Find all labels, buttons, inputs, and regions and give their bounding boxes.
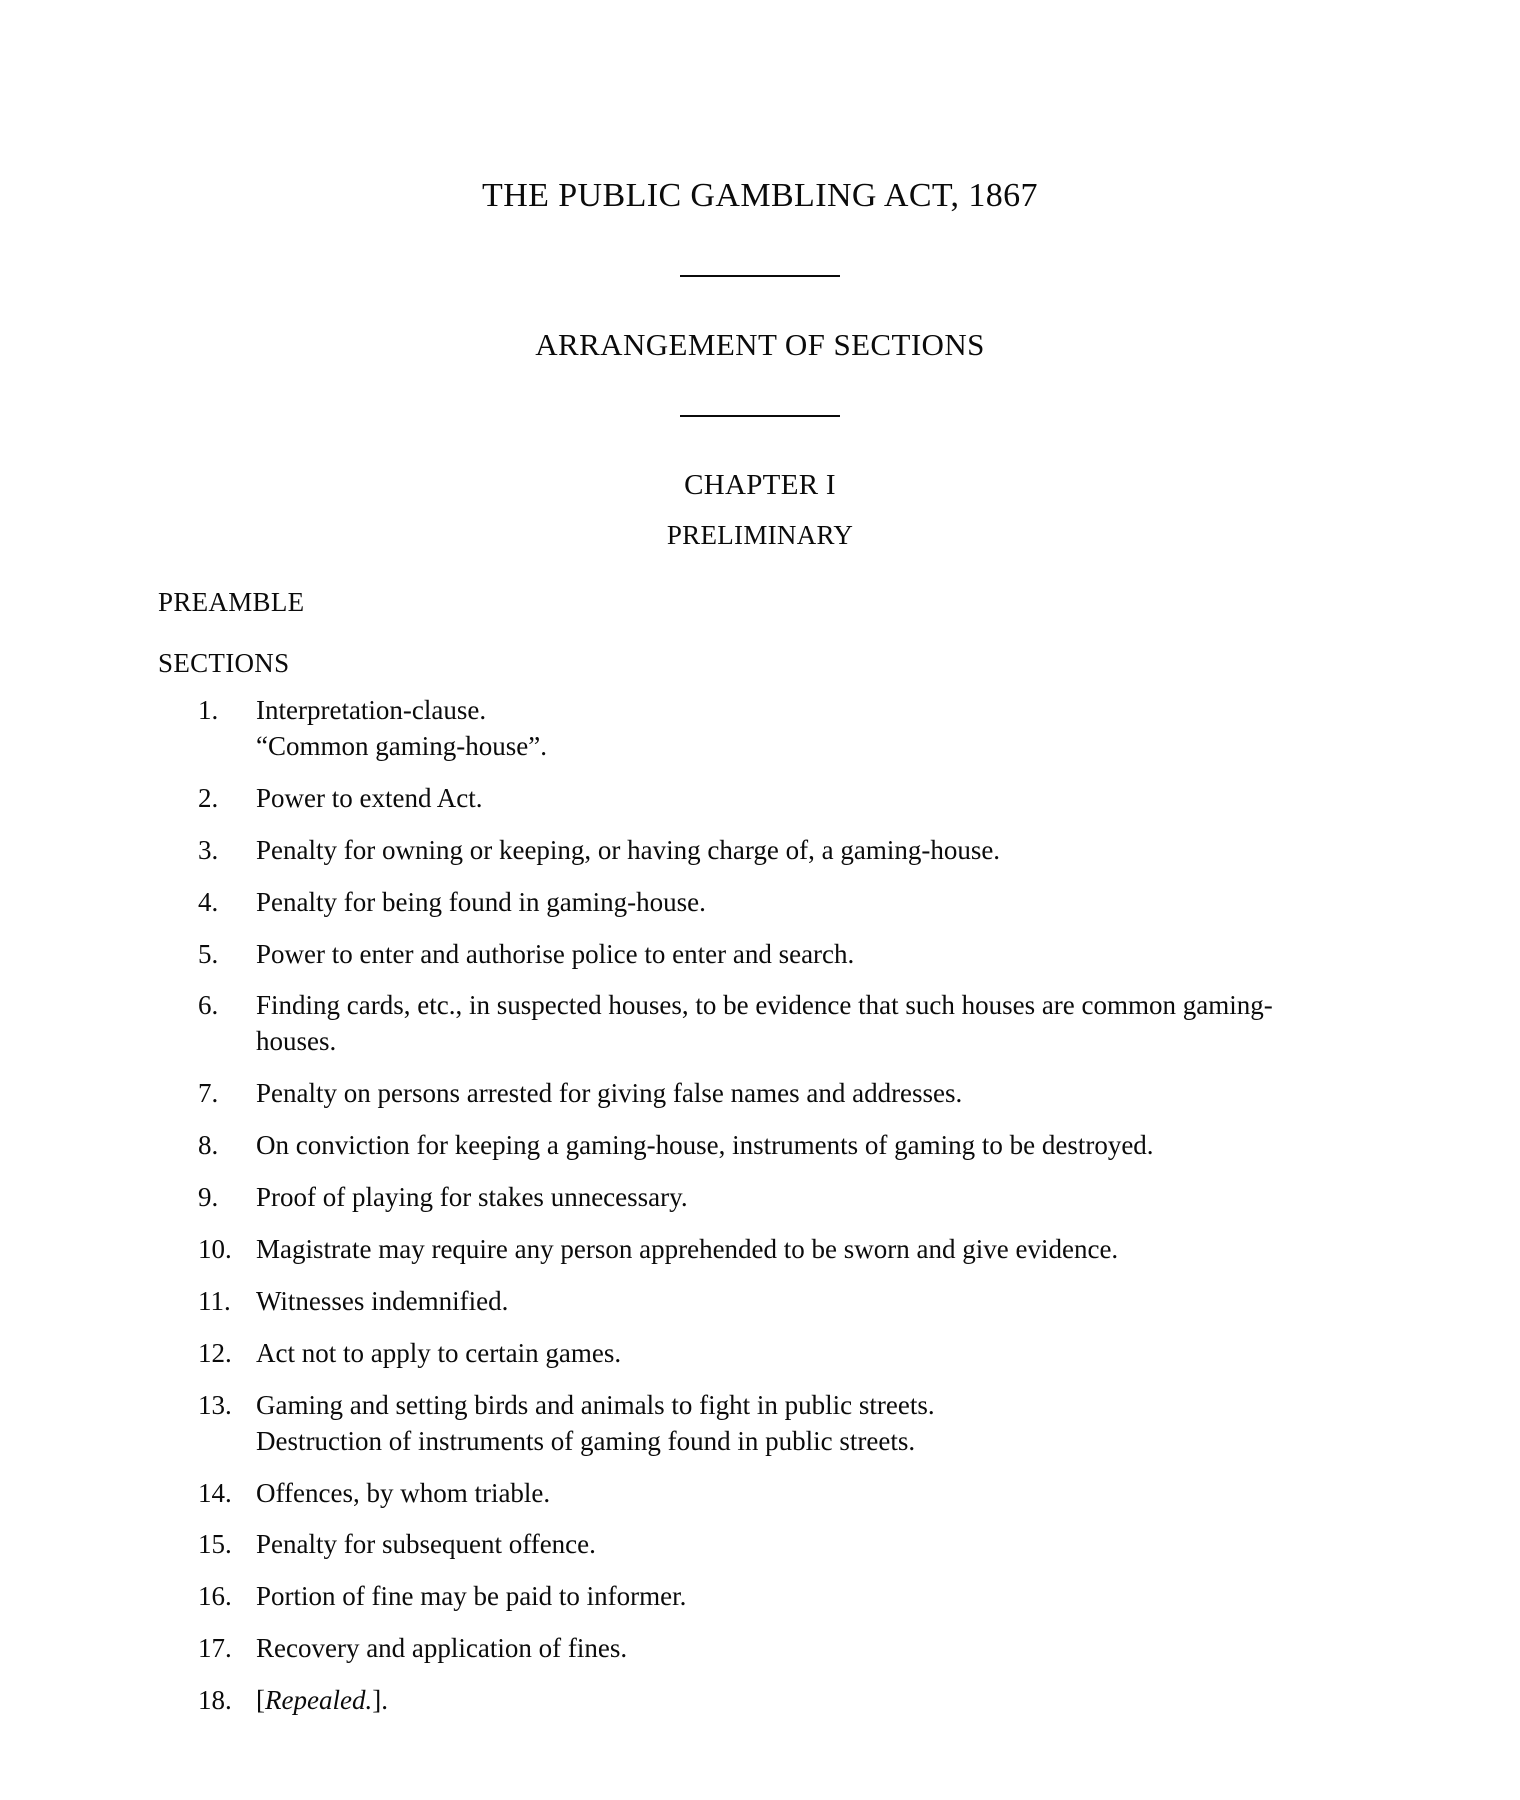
section-number: 1.	[198, 695, 219, 725]
divider-rule-bottom	[680, 415, 840, 417]
section-text-line: Penalty for owning or keeping, or having charge of, a gaming-house.	[256, 834, 1001, 865]
section-text-line: “Common gaming-house”.	[256, 730, 547, 761]
section-number: 4.	[198, 886, 219, 917]
list-item	[0, 1579, 1520, 1615]
divider-rule-top	[680, 275, 840, 277]
section-number: 10.	[198, 1233, 232, 1264]
divider-top-wrap	[0, 215, 1520, 277]
section-number: 6.	[198, 990, 219, 1021]
list-item	[0, 937, 1520, 973]
repealed-emphasis: Repealed.	[265, 1685, 373, 1716]
section-text	[256, 1683, 1350, 1719]
section-number: 18.	[198, 1685, 232, 1716]
chapter-subheading: PRELIMINARY	[666, 520, 854, 550]
section-text-line: Magistrate may require any person apprehended to be sworn and give evidence.	[256, 1233, 1119, 1264]
section-text-line: Proof of playing for stakes unnecessary.	[256, 1182, 688, 1213]
list-item	[0, 1128, 1520, 1164]
list-item	[0, 781, 1520, 817]
list-item	[0, 693, 1520, 765]
section-number: 2.	[198, 782, 219, 813]
list-item	[0, 1476, 1520, 1512]
section-text	[256, 1180, 1350, 1216]
section-text-line: Interpretation-clause.	[256, 695, 487, 725]
section-text-line: Penalty on persons arrested for giving false names and addresses.	[256, 1078, 963, 1109]
list-item	[0, 1336, 1520, 1372]
section-text-line: Penalty for subsequent offence.	[256, 1529, 596, 1560]
list-item	[0, 1683, 1520, 1719]
section-number: 11.	[198, 1285, 231, 1316]
section-text	[256, 1232, 1350, 1268]
section-text-line: Destruction of instruments of gaming found in public streets.	[256, 1425, 916, 1456]
section-text-line: Power to enter and authorise police to enter and search.	[256, 938, 855, 969]
section-text-line: Penalty for being found in gaming-house.	[256, 886, 706, 917]
sections-label-wrap	[0, 618, 1520, 679]
section-text-line: Act not to apply to certain games.	[256, 1337, 622, 1368]
list-item	[0, 1232, 1520, 1268]
section-text-line: Gaming and setting birds and animals to fight in public streets.	[256, 1389, 935, 1420]
preamble-label: PREAMBLE	[158, 587, 305, 617]
section-number: 9.	[198, 1182, 219, 1213]
section-number: 8.	[198, 1130, 219, 1161]
list-item	[0, 988, 1520, 1060]
list-item	[0, 1388, 1520, 1460]
divider-bottom-wrap	[0, 363, 1520, 417]
chapter-heading: CHAPTER I	[684, 469, 836, 501]
section-text	[256, 1579, 1350, 1615]
section-text	[256, 885, 1350, 921]
list-item	[0, 1076, 1520, 1112]
arrangement-of-sections-heading: ARRANGEMENT OF SECTIONS	[535, 327, 985, 362]
list-item	[0, 1631, 1520, 1667]
section-number: 14.	[198, 1477, 232, 1508]
section-text-line: On conviction for keeping a gaming-house, instruments of gaming to be destroyed.	[256, 1130, 1154, 1161]
section-text	[256, 693, 1350, 765]
sections-label: SECTIONS	[158, 648, 290, 678]
section-text	[256, 988, 1350, 1060]
section-number: 12.	[198, 1337, 232, 1368]
section-text	[256, 833, 1350, 869]
section-text-line: [Repealed.].	[256, 1685, 388, 1716]
section-number: 7.	[198, 1078, 219, 1109]
section-text	[256, 781, 1350, 817]
section-text-line: Offences, by whom triable.	[256, 1477, 551, 1508]
list-item	[0, 885, 1520, 921]
section-text	[256, 1527, 1350, 1563]
list-item	[0, 1284, 1520, 1320]
page-title: THE PUBLIC GAMBLING ACT, 1867	[482, 177, 1038, 214]
section-text	[256, 1076, 1350, 1112]
section-text-line: Power to extend Act.	[256, 782, 483, 813]
section-number: 17.	[198, 1633, 232, 1664]
section-number: 3.	[198, 834, 219, 865]
sections-list	[0, 679, 1520, 1719]
section-text	[256, 1476, 1350, 1512]
chapter-subheading-wrap	[0, 502, 1520, 551]
section-text-line: Recovery and application of fines.	[256, 1633, 628, 1664]
section-text	[256, 1631, 1350, 1667]
section-number: 5.	[198, 938, 219, 969]
section-text	[256, 937, 1350, 973]
section-number: 13.	[198, 1389, 232, 1420]
section-text-line: Witnesses indemnified.	[256, 1285, 509, 1316]
list-item	[0, 1180, 1520, 1216]
section-number: 16.	[198, 1581, 232, 1612]
preamble-label-wrap	[0, 551, 1520, 618]
section-text-line: Finding cards, etc., in suspected houses, to be evidence that such houses are common gaming-houses.	[256, 990, 1273, 1057]
section-number: 15.	[198, 1529, 232, 1560]
list-item	[0, 1527, 1520, 1563]
section-text	[256, 1388, 1350, 1460]
list-item	[0, 833, 1520, 869]
section-text	[256, 1128, 1350, 1164]
section-text-line: Portion of fine may be paid to informer.	[256, 1581, 687, 1612]
section-text	[256, 1336, 1350, 1372]
section-text	[256, 1284, 1350, 1320]
